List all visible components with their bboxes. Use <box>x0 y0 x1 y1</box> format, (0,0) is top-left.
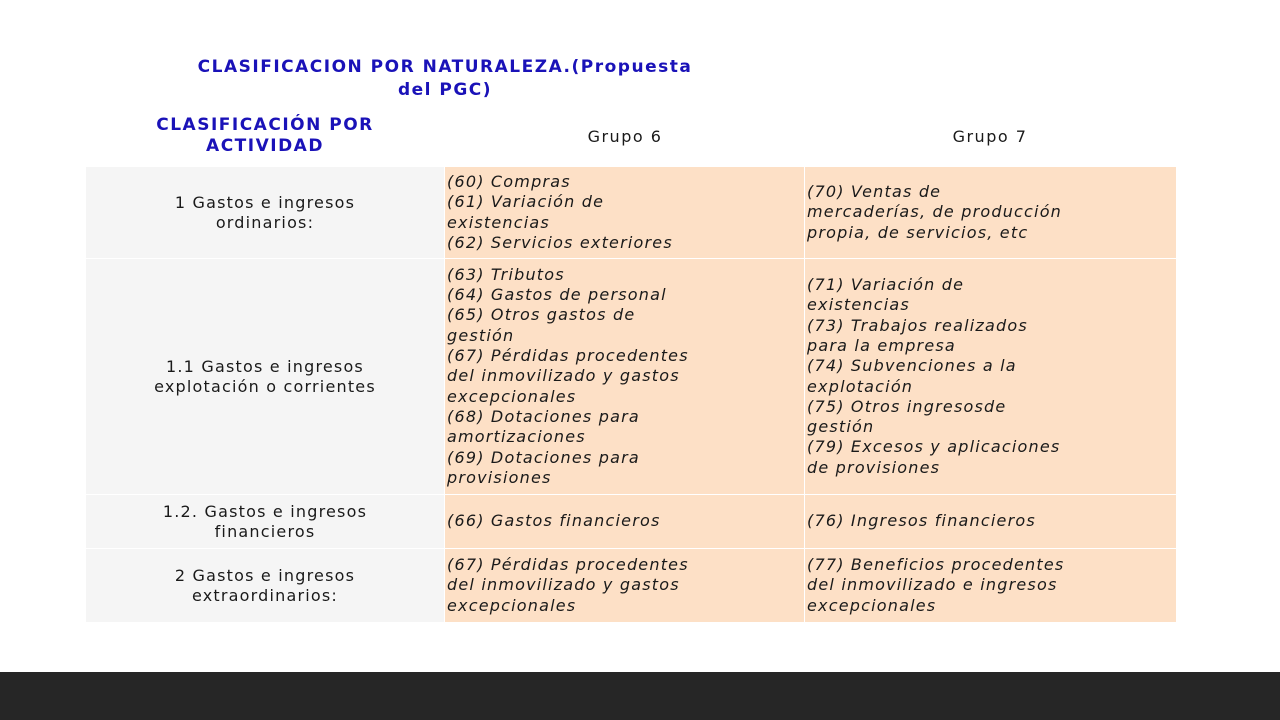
activity-cell: 2 Gastos e ingresos extraordinarios: <box>86 549 445 623</box>
group7-cell <box>805 167 1177 259</box>
group6-text: (67) Pérdidas procedentes del inmovilizado y gastos excepcionales <box>447 555 689 615</box>
group6-text: (66) Gastos financieros <box>447 511 661 531</box>
group7-cell <box>805 549 1177 623</box>
activity-cell: 1.2. Gastos e ingresos financieros <box>86 495 445 549</box>
group7-cell <box>805 259 1177 495</box>
group6-cell <box>445 549 805 623</box>
header-activity: CLASIFICACIÓN POR ACTIVIDAD <box>156 115 374 156</box>
header-group-7: Grupo 7 <box>952 126 1028 146</box>
group7-text: (71) Variación de existencias (73) Trabajos realizados para la empresa (74) Subvenciones a la explotación (75) Otros ingresosde gestión (79) Excesos y aplicaciones de provisiones <box>807 275 1061 477</box>
table-row <box>86 549 1177 623</box>
activity-cell: 1 Gastos e ingresos ordinarios: <box>86 167 445 259</box>
group7-text: (77) Beneficios procedentes del inmovilizado e ingresos excepcionales <box>807 555 1065 615</box>
group6-cell <box>445 259 805 495</box>
footer-bar <box>0 672 1280 720</box>
table-row <box>86 259 1177 495</box>
group6-text: (60) Compras (61) Variación de existencias (62) Servicios exteriores <box>447 171 673 252</box>
header-group-6: Grupo 6 <box>587 126 663 146</box>
group6-text: (63) Tributos (64) Gastos de personal (65) Otros gastos de gestión (67) Pérdidas procedentes del inmovilizado y gastos excepcionales (68) Dotaciones para amortizaciones (69) Dotaciones para provisiones <box>447 264 689 487</box>
slide-title: CLASIFICACION POR NATURALEZA.(Propuesta del PGC) <box>197 57 693 100</box>
group7-text: (76) Ingresos financieros <box>807 511 1036 531</box>
table-row <box>86 167 1177 259</box>
group7-text: (70) Ventas de mercaderías, de producción propia, de servicios, etc <box>807 182 1063 242</box>
group6-cell <box>445 167 805 259</box>
classification-table <box>85 166 1177 623</box>
table-row <box>86 495 1177 549</box>
activity-cell: 1.1 Gastos e ingresos explotación o corrientes <box>86 259 445 495</box>
group6-cell <box>445 495 805 549</box>
group7-cell <box>805 495 1177 549</box>
